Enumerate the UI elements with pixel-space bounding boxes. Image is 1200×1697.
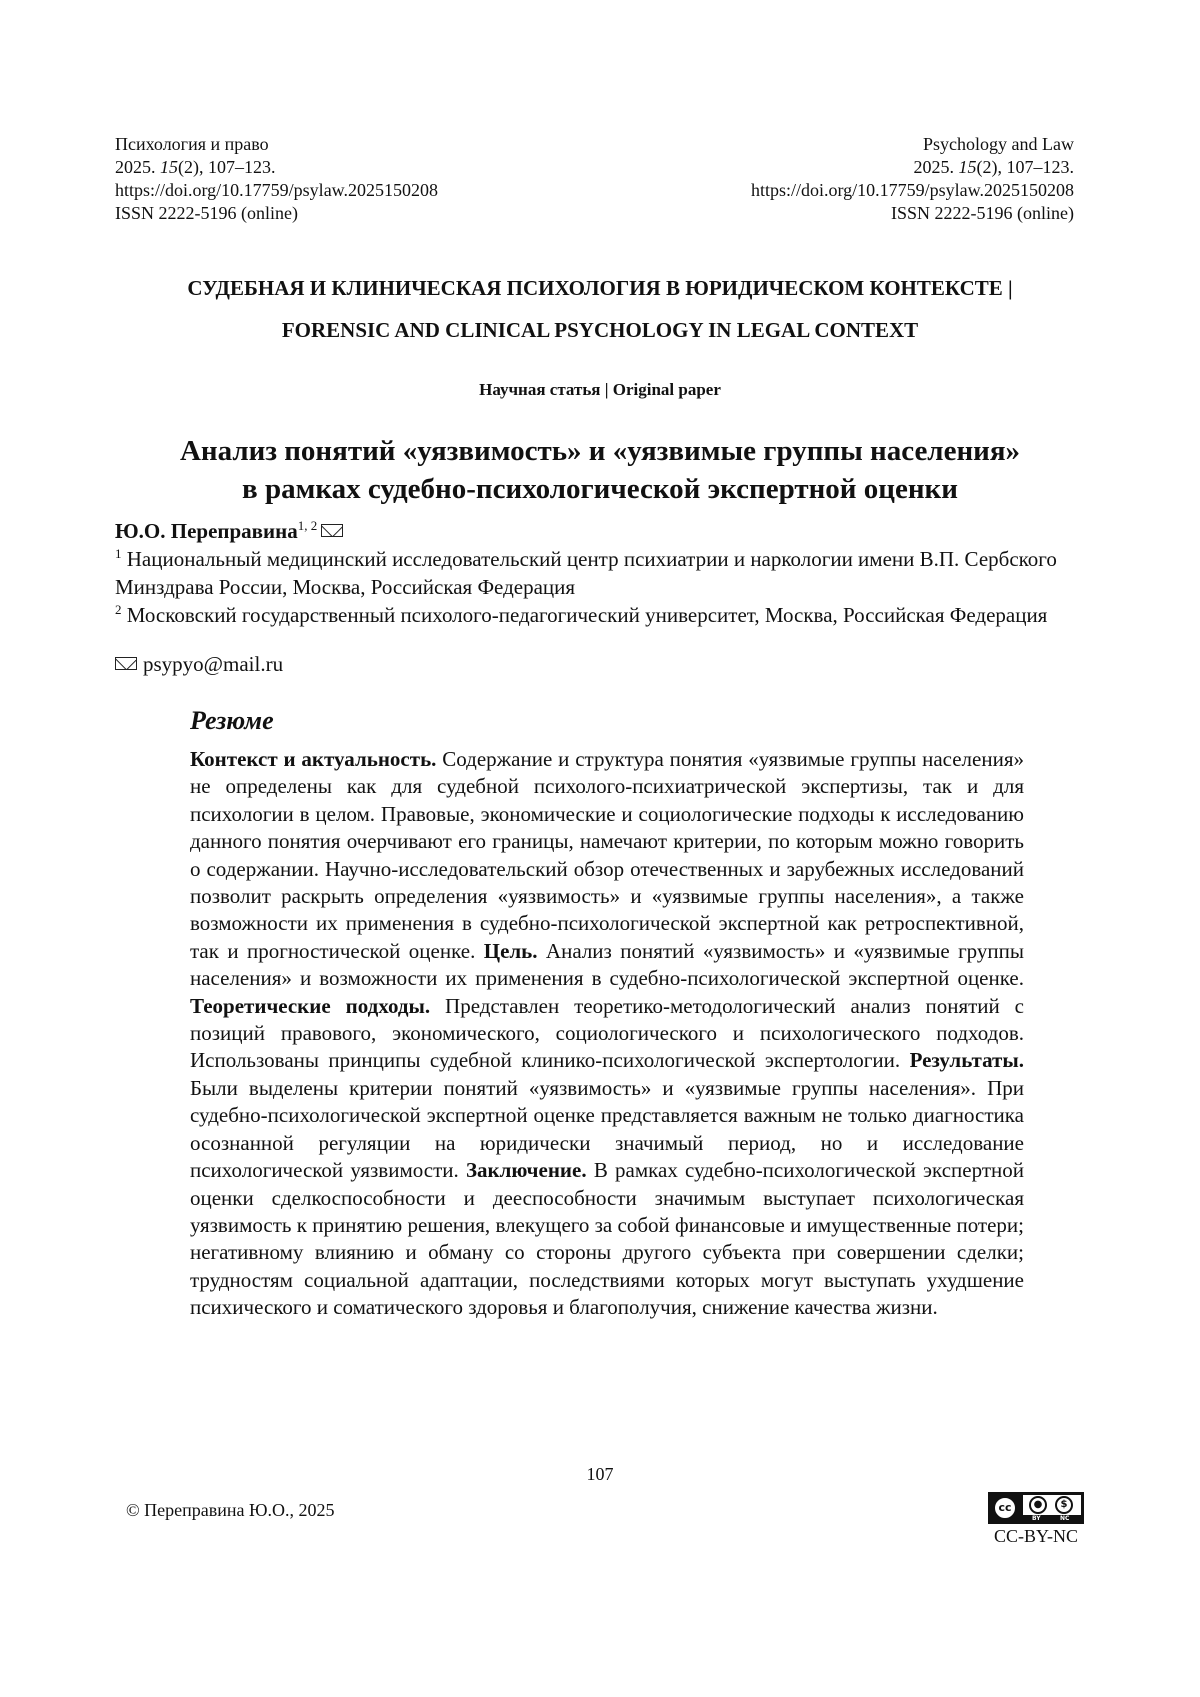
section-title-en: FORENSIC AND CLINICAL PSYCHOLOGY IN LEGAL CONTEXT: [281, 318, 919, 342]
abstract-context-text: Содержание и структура понятия «уязвимые группы населения» не определены как для судебной психолого-психиатрической экспертизы, так и для психологии в целом. Правовые, экономические и социологические подходы к исследованию данного понятия очерчивают его границы, намечают критерии, по которым можно говорить о содержании. Научно-исследовательский обзор отечественных и зарубежных исследований позволит раскрыть определения «уязвимость» и «уязвимые группы населения», а также возможности их применения в судебно-психологической экспертной как ретроспективной, так и прогностической оценке.: [190, 747, 1024, 963]
citation-ru: 2025. 15(2), 107–123.: [115, 157, 276, 177]
journal-name-ru: Психология и право: [115, 134, 269, 154]
article-title: [100, 432, 1100, 508]
article-title-line-1: Анализ понятий «уязвимость» и «уязвимые группы населения»: [179, 435, 1021, 467]
abstract-results-label: Результаты.: [909, 1048, 1024, 1073]
affiliation-mark: 2: [115, 602, 122, 617]
abstract-results-text: Были выделены критерии понятий «уязвимость» и «уязвимые группы населения». При судебно-психологической экспертной оценке представляется важным не только диагностика осознанной регуляции на юридически значимый период, но и исследование психологической уязвимости.: [190, 1075, 1024, 1183]
author-affiliation-marks: 1, 2: [297, 518, 318, 533]
envelope-icon[interactable]: [321, 524, 343, 537]
cc-icon: cc: [993, 1496, 1017, 1520]
abstract-goal-text: Анализ понятий «уязвимость» и «уязвимые группы населения» и возможности их применения в судебно-психологической экспертной оценке.: [190, 938, 1024, 991]
section-title-ru: СУДЕБНАЯ И КЛИНИЧЕСКАЯ ПСИХОЛОГИЯ В ЮРИДИЧЕСКОМ КОНТЕКСТЕ |: [187, 276, 1013, 300]
by-person-icon: ●: [1029, 1496, 1047, 1514]
page-number: 107: [586, 1464, 614, 1484]
doi-link-ru[interactable]: https://doi.org/10.17759/psylaw.2025150208: [115, 180, 439, 200]
email-link[interactable]: psypyo@mail.ru: [143, 652, 284, 676]
nc-mark: NC: [1060, 1515, 1070, 1522]
affiliation-text: Московский государственный психолого-педагогический университет, Москва, Российская Федерация: [126, 603, 1048, 627]
paper-type: Научная статья | Original paper: [479, 380, 721, 399]
article-title-line-2: в рамках судебно-психологической экспертной оценки: [242, 473, 958, 505]
abstract-heading: Резюме: [190, 706, 274, 735]
license-label: CC-BY-NC: [993, 1526, 1078, 1546]
affiliation-text: Национальный медицинский исследовательский центр психиатрии и наркологии имени В.П. Сербского Минздрава России, Москва, Российская Федерация: [115, 547, 1057, 599]
envelope-icon: [115, 657, 137, 670]
citation-en: 2025. 15(2), 107–123.: [913, 157, 1074, 177]
journal-name-en: Psychology and Law: [923, 134, 1074, 154]
header-left: [115, 133, 438, 225]
affiliation-1: [115, 540, 1100, 601]
abstract-goal-label: Цель.: [483, 938, 538, 963]
issn-en: ISSN 2222-5196 (online): [891, 203, 1074, 223]
license-block: [988, 1492, 1084, 1547]
issn-ru: ISSN 2222-5196 (online): [115, 203, 298, 223]
copyright-notice: © Переправина Ю.О., 2025: [126, 1500, 335, 1520]
abstract-conclusion-label: Заключение.: [465, 1158, 587, 1183]
abstract-context-label: Контекст и актуальность.: [190, 747, 437, 771]
author-name: Ю.О. Переправина: [115, 519, 298, 543]
abstract-body: [190, 746, 1024, 1322]
abstract-approach-text: Представлен теоретико-методологический анализ понятий с позиций правового, экономического, социологического и психологического подходов. Использованы принципы судебной клинико-психологической экспертологии.: [190, 993, 1025, 1073]
doi-link-en[interactable]: https://doi.org/10.17759/psylaw.2025150208: [750, 180, 1074, 200]
affiliation-mark: 1: [115, 546, 122, 561]
header-right: [751, 133, 1074, 225]
cc-by-nc-badge-icon[interactable]: [988, 1492, 1084, 1524]
email-line: [115, 652, 283, 677]
abstract-conclusion-text: В рамках судебно-психологической экспертной оценки сделкоспособности и дееспособности значимым выступает психологическая уязвимость к принятию решения, влекущего за собой финансовые и имущественные потери; негативному влиянию и обману со стороны другого субъекта при совершении сделки; трудностям социальной адаптации, последствиями которых могут выступать ухудшение психического и соматического здоровья и благополучия, снижение качества жизни.: [190, 1158, 1024, 1320]
affiliation-2: [115, 596, 1100, 630]
by-mark: BY: [1032, 1515, 1041, 1522]
noncommercial-icon: $: [1055, 1496, 1073, 1514]
abstract-approach-label: Теоретические подходы.: [190, 993, 431, 1018]
